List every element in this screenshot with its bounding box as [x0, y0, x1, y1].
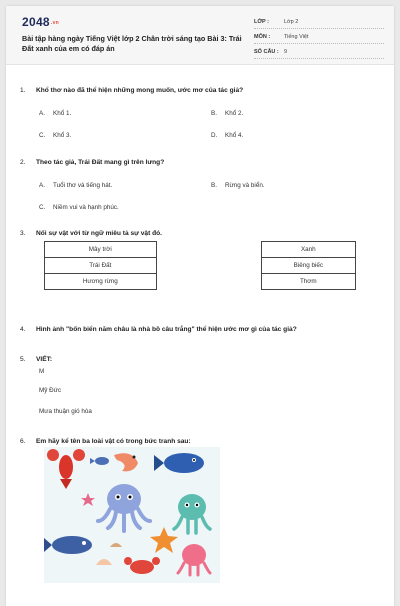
q2-option-a[interactable]: [39, 182, 112, 189]
q1-option-d[interactable]: [211, 132, 243, 139]
crab-icon: [124, 557, 160, 574]
worksheet-page: [6, 6, 394, 606]
worksheet-title: Bài tập hàng ngày Tiếng Việt lớp 2 Chân trời sáng tạo Bài 3: Trái Đất xanh của em có đáp án: [22, 34, 242, 53]
sea-animals-picture: [44, 447, 220, 583]
option-letter: B.: [211, 182, 217, 189]
green-octopus-icon: [174, 494, 210, 533]
writing-line: Mỹ Đức: [39, 387, 62, 394]
question-number: 4.: [20, 326, 26, 333]
fish-icon: [154, 453, 204, 473]
starfish-icon: [150, 527, 178, 553]
small-fish-icon: [90, 457, 109, 465]
question-text: VIẾT:: [36, 356, 53, 363]
table-row: [45, 258, 356, 274]
option-letter: C.: [39, 132, 46, 139]
shell-icon: [96, 543, 122, 565]
question-1: [20, 87, 243, 94]
q1-option-c[interactable]: [39, 132, 71, 139]
logo-domain: .vn: [50, 19, 60, 26]
writing-line: Mưa thuận gió hòa: [39, 408, 92, 415]
worksheet-header: [6, 6, 394, 65]
match-gap: [156, 274, 261, 290]
q2-option-b[interactable]: [211, 182, 265, 189]
option-text: Niềm vui và hạnh phúc.: [53, 204, 119, 211]
meta-class-label: LỚP :: [254, 19, 269, 25]
writing-line: M: [39, 368, 45, 375]
option-letter: A.: [39, 110, 45, 117]
striped-fish-icon: [44, 536, 92, 554]
meta-count-label: SỐ CÂU :: [254, 49, 279, 55]
lobster-icon: [47, 449, 85, 489]
question-text: Em hãy kể tên ba loài vật có trong bức tranh sau:: [36, 438, 191, 445]
meta-class-value: Lớp 2: [284, 19, 299, 25]
site-logo[interactable]: [22, 15, 59, 29]
match-left-cell[interactable]: Hương rừng: [45, 274, 157, 290]
meta-count-value: 9: [284, 49, 288, 55]
meta-subject: [254, 31, 384, 44]
question-5: [20, 356, 52, 363]
table-row: [45, 242, 356, 258]
pink-octopus-icon: [178, 544, 210, 575]
option-text: Khổ 1.: [53, 110, 72, 117]
q2-option-c[interactable]: [39, 204, 119, 211]
option-text: Rừng và biển.: [225, 182, 265, 189]
question-2: [20, 159, 164, 166]
match-gap: [156, 258, 261, 274]
question-text: Hình ảnh "bốn biển năm châu là nhà bồ câu trắng" thể hiện ước mơ gì của tác giả?: [36, 326, 297, 333]
pink-starfish-icon: [81, 493, 95, 506]
question-number: 1.: [20, 87, 26, 94]
table-row: [45, 274, 356, 290]
question-4: [20, 326, 297, 333]
question-3: [20, 230, 162, 237]
match-right-cell[interactable]: Xanh: [261, 242, 355, 258]
matching-table: [44, 241, 356, 290]
question-text: Khổ thơ nào đã thể hiện những mong muốn, ước mơ của tác giả?: [36, 87, 244, 94]
meta-subject-value: Tiếng Việt: [284, 34, 309, 40]
option-letter: C.: [39, 204, 46, 211]
octopus-icon: [98, 484, 150, 531]
meta-subject-label: MÔN :: [254, 34, 271, 40]
q1-option-b[interactable]: [211, 110, 243, 117]
option-letter: A.: [39, 182, 45, 189]
question-text: Theo tác giả, Trái Đất mang gì trên lưng?: [36, 159, 165, 166]
meta-count: [254, 46, 384, 59]
q1-option-a[interactable]: [39, 110, 71, 117]
sea-animals-illustration: [44, 447, 220, 583]
option-letter: B.: [211, 110, 217, 117]
match-right-cell[interactable]: Thơm: [261, 274, 355, 290]
match-left-cell[interactable]: Mây trời: [45, 242, 157, 258]
option-text: Khổ 4.: [225, 132, 244, 139]
match-gap: [156, 242, 261, 258]
question-number: 5.: [20, 356, 26, 363]
question-text: Nối sự vật với từ ngữ miêu tả sự vật đó.: [36, 230, 163, 237]
match-right-cell[interactable]: Biêng biếc: [261, 258, 355, 274]
option-text: Tuổi thơ và tiếng hát.: [53, 182, 113, 189]
question-number: 3.: [20, 230, 26, 237]
option-text: Khổ 3.: [53, 132, 72, 139]
option-text: Khổ 2.: [225, 110, 244, 117]
option-letter: D.: [211, 132, 218, 139]
question-6: [20, 438, 191, 445]
question-number: 2.: [20, 159, 26, 166]
logo-text: 2048: [22, 15, 50, 29]
question-number: 6.: [20, 438, 26, 445]
meta-class: [254, 16, 384, 29]
shrimp-icon: [114, 453, 138, 471]
match-left-cell[interactable]: Trái Đất: [45, 258, 157, 274]
